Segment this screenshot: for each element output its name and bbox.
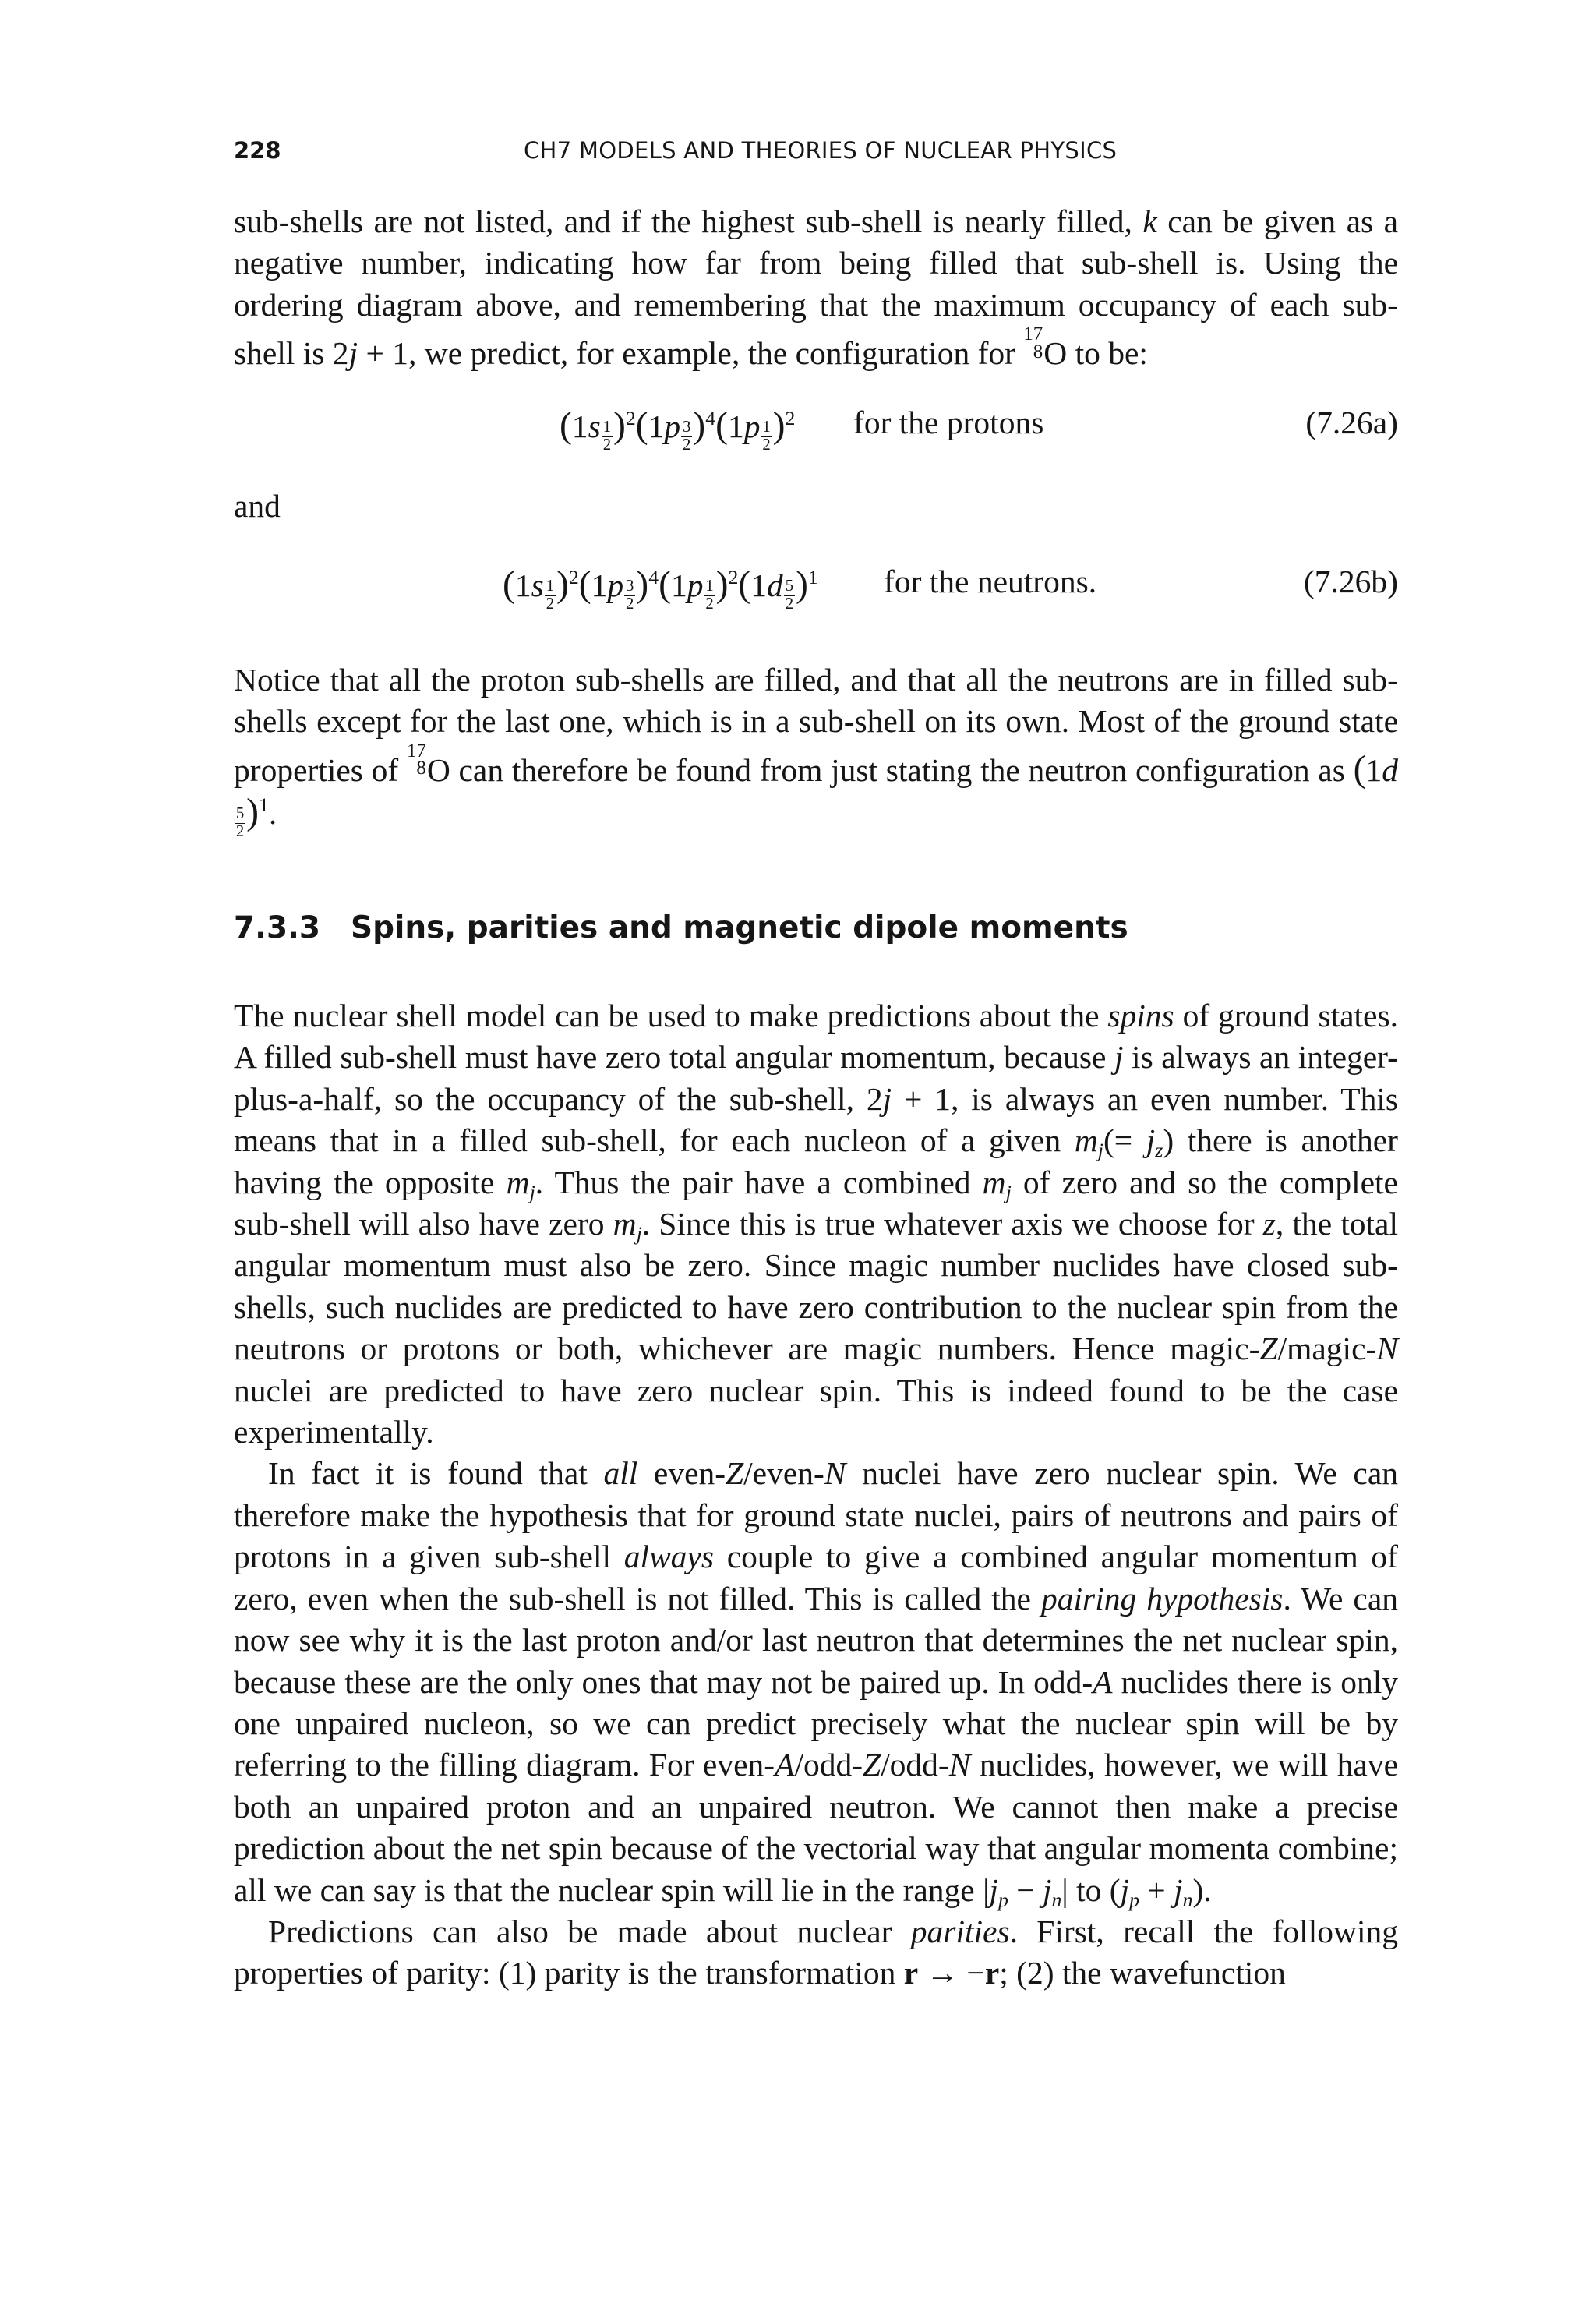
paragraph-neutron-configuration: Notice that all the proton sub-shells are filled, and that all the neutrons are in filled sub-shells except for the last one, which is in a sub-shell on its own. Most of the ground state properties of 17 8 O can therefore be found from just stating the neutron configuration as (1d $\frac{5}{2}$ )$^1$. [234,662,1398,840]
proton-configuration: (1s $\frac{1}{2}$ )$^2$(1p $\frac{3}{2}$ )$^4$(1p $\frac{1}{2}$ )$^2$ [560,405,796,454]
running-head [234,137,1398,171]
and-connector: and [234,488,281,524]
chapter-title: CH7 MODELS AND THEORIES OF NUCLEAR PHYSICS [524,137,1118,164]
equation-7-26b-label: for the neutrons. [884,564,1097,599]
nuclide-o17: 17 8 [406,740,426,779]
equation-7-26b [234,563,1398,617]
section-number: 7.3.3 [234,910,321,945]
equation-7-26a [234,404,1398,458]
equation-7-26a-label: for the protons [853,405,1044,440]
paragraph-pairing-hypothesis: In fact it is found that all even-Z/even-N nuclei have zero nuclear spin. We can therefore make the hypothesis that for ground state nuclei, pairs of neutrons and pairs of protons in a given sub-shell always couple to give a combined angular momentum of zero, even when the sub-shell is not filled. This is called the pairing hypothesis. We can now see why it is the last proton and/or last neutron that determines the net nuclear spin, because these are the only ones that may not be paired up. In odd-A nuclides there is only one unpaired nucleon, so we can predict precisely what the nuclear spin will be by referring to the filling diagram. For even-A/odd-Z/odd-N nuclides, however, we will have both an unpaired proton and an unpaired neutron. We cannot then make a precise prediction about the net spin because of the vectorial way that angular momenta combine; all we can say is that the nuclear spin will lie in the range $|j_p - j_n|$ to $(j_p + j_n)$. [234,1455,1399,1911]
section-title: Spins, parities and magnetic dipole moments [351,910,1128,945]
body-text-middle [234,659,1398,840]
equation-7-26b-number: (7.26b) [1303,564,1398,599]
body-text-bottom [234,995,1398,1995]
neutron-configuration: (1s $\frac{1}{2}$ )$^2$(1p $\frac{3}{2}$ )$^4$(1p $\frac{1}{2}$ )$^2$(1d $\frac{5}{2}$ )$^1$ [503,564,818,613]
page-number: 228 [234,137,281,164]
equation-7-26a-number: (7.26a) [1305,405,1398,440]
spin-range-expression: $|j_p - j_n|$ to $(j_p + j_n)$ [983,1871,1204,1911]
paragraph-subshell-notation: sub-shells are not listed, and if the highest sub-shell is nearly filled, k can be given as a negative number, indicating how far from being filled that sub-shell is. Using the ordering diagram above, and remembering that the maximum occupancy of each sub-shell is 2j + 1, we predict, for example, the configuration for 17 8 O to be: [234,203,1399,372]
d52-configuration: (1d $\frac{5}{2}$ )$^1$ [235,747,1398,840]
nuclide-o17: 17 8 [1023,323,1043,362]
body-text-top [234,201,1398,374]
paragraph-spins: The nuclear shell model can be used to make predictions about the spins of ground states. A filled sub-shell must have zero total angular momentum, because j is always an integer-plus-a-half, so the occupancy of the sub-shell, 2j + 1, is always an even number. This means that in a filled sub-shell, for each nucleon of a given $m_j(= j_z)$ there is another having the opposite $m_j$. Thus the pair have a combined $m_j$ of zero and so the complete sub-shell will also have zero $m_j$. Since this is true whatever axis we choose for z, the total angular momentum must also be zero. Since magic number nuclides have closed sub-shells, such nuclides are predicted to have zero contribution to the nuclear spin from the neutrons or protons or both, whichever are magic numbers. Hence magic-Z/magic-N nuclei are predicted to have zero nuclear spin. This is indeed found to be the case experimentally. [234,998,1399,1451]
paragraph-parities: Predictions can also be made about nuclear parities. First, recall the following properties of parity: (1) parity is the transformation r → −r; (2) the wavefunction [234,1913,1398,1991]
section-heading [234,910,1398,945]
